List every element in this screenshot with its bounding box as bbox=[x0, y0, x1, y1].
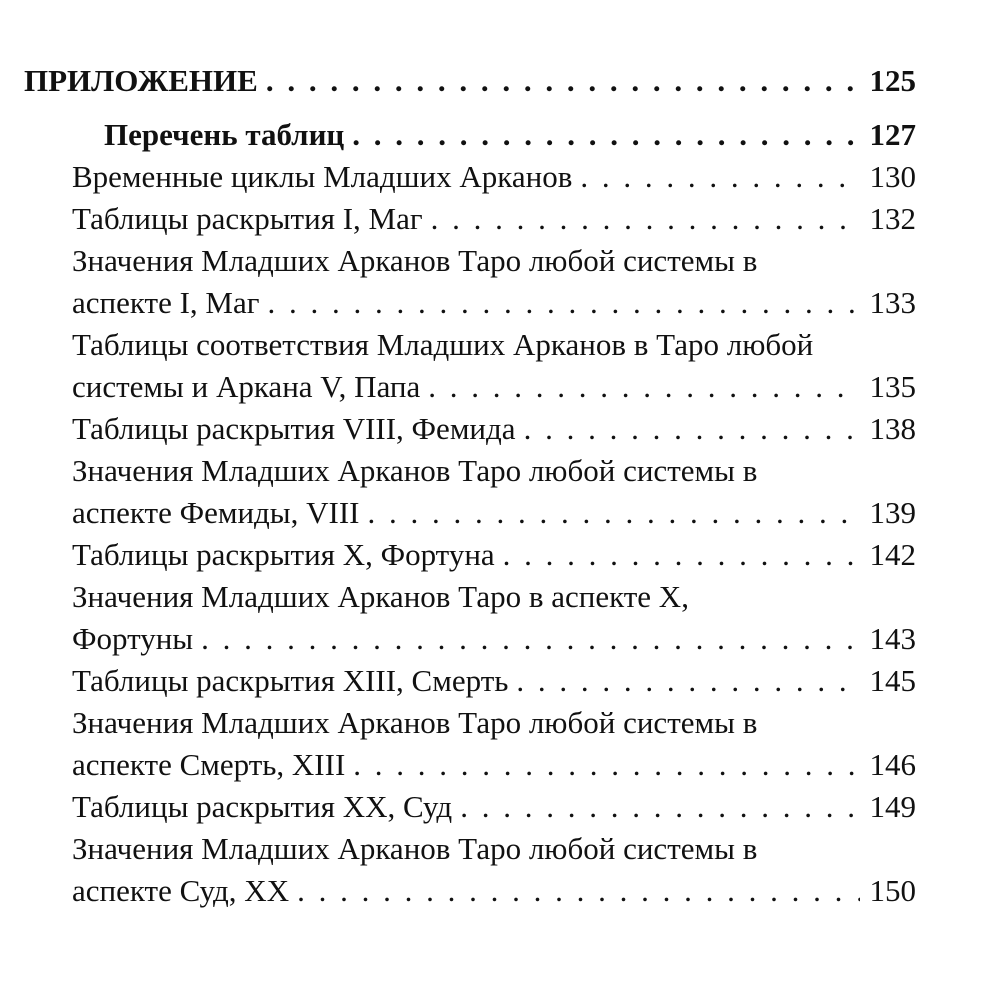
toc-entry-title-line1: Значения Младших Арканов Таро любой системы в bbox=[72, 243, 758, 278]
dot-leader bbox=[580, 156, 860, 198]
dot-leader bbox=[353, 744, 860, 786]
toc-entry-title: Таблицы раскрытия X, Фортуна bbox=[72, 537, 495, 572]
dot-leader bbox=[297, 870, 860, 912]
toc-entry-title-line1: Значения Младших Арканов Таро любой системы в bbox=[72, 705, 758, 740]
dot-leader bbox=[266, 60, 860, 102]
toc-entry-page: 138 bbox=[869, 411, 916, 446]
toc-entry-title: Таблицы раскрытия VIII, Фемида bbox=[72, 411, 516, 446]
toc-entry bbox=[24, 408, 916, 450]
toc-entry-title: аспекте I, Маг bbox=[72, 285, 260, 320]
toc-heading-page: 125 bbox=[869, 63, 916, 98]
toc-entry-page: 146 bbox=[869, 747, 916, 782]
toc-entry-title: Фортуны bbox=[72, 621, 194, 656]
toc-entry bbox=[24, 240, 916, 324]
table-of-contents bbox=[24, 60, 916, 912]
toc-entry-page: 139 bbox=[869, 495, 916, 530]
toc-entry-title-line1: Значения Младших Арканов Таро любой системы в bbox=[72, 831, 758, 866]
toc-entry-page: 130 bbox=[869, 159, 916, 194]
toc-entry-page: 132 bbox=[869, 201, 916, 236]
toc-entry-page: 145 bbox=[869, 663, 916, 698]
toc-entry bbox=[24, 324, 916, 408]
toc-entry-page: 150 bbox=[869, 873, 916, 908]
toc-entry bbox=[24, 576, 916, 660]
toc-entry-page: 149 bbox=[869, 789, 916, 824]
toc-entry bbox=[24, 156, 916, 198]
toc-entry bbox=[24, 702, 916, 786]
toc-entry-title: аспекте Суд, XX bbox=[72, 873, 290, 908]
toc-entry-title-line1: Значения Младших Арканов Таро в аспекте X, bbox=[72, 579, 689, 614]
dot-leader bbox=[267, 282, 860, 324]
dot-leader bbox=[503, 534, 860, 576]
toc-subheading-title: Перечень таблиц bbox=[104, 117, 345, 152]
toc-entry-title: Таблицы раскрытия I, Маг bbox=[72, 201, 423, 236]
dot-leader bbox=[460, 786, 860, 828]
toc-subheading-page: 127 bbox=[869, 117, 916, 152]
toc-entry bbox=[24, 786, 916, 828]
toc-entry-title: аспекте Фемиды, VIII bbox=[72, 495, 360, 530]
toc-entry-page: 143 bbox=[869, 621, 916, 656]
toc-entry bbox=[24, 450, 916, 534]
dot-leader bbox=[431, 198, 860, 240]
dot-leader bbox=[201, 618, 860, 660]
toc-entry bbox=[24, 828, 916, 912]
toc-entry-title: аспекте Смерть, XIII bbox=[72, 747, 346, 782]
toc-entry bbox=[24, 660, 916, 702]
dot-leader bbox=[516, 660, 860, 702]
dot-leader bbox=[428, 366, 860, 408]
toc-entry bbox=[24, 198, 916, 240]
dot-leader bbox=[352, 114, 860, 156]
toc-entry-title: Таблицы раскрытия XIII, Смерть bbox=[72, 663, 509, 698]
toc-subheading-tables-list bbox=[24, 114, 916, 156]
dot-leader bbox=[524, 408, 860, 450]
toc-heading-title: ПРИЛОЖЕНИЕ bbox=[24, 63, 258, 98]
toc-entry bbox=[24, 534, 916, 576]
toc-entry-title: Временные циклы Младших Арканов bbox=[72, 159, 573, 194]
toc-entry-page: 135 bbox=[869, 369, 916, 404]
toc-entry-title-line1: Значения Младших Арканов Таро любой системы в bbox=[72, 453, 758, 488]
toc-entry-title: системы и Аркана V, Папа bbox=[72, 369, 421, 404]
toc-entry-title-line1: Таблицы соответствия Младших Арканов в Таро любой bbox=[72, 327, 814, 362]
toc-entry-page: 142 bbox=[869, 537, 916, 572]
dot-leader bbox=[368, 492, 861, 534]
toc-entry-title: Таблицы раскрытия XX, Суд bbox=[72, 789, 453, 824]
toc-heading-appendix bbox=[24, 60, 916, 102]
toc-entry-page: 133 bbox=[869, 285, 916, 320]
